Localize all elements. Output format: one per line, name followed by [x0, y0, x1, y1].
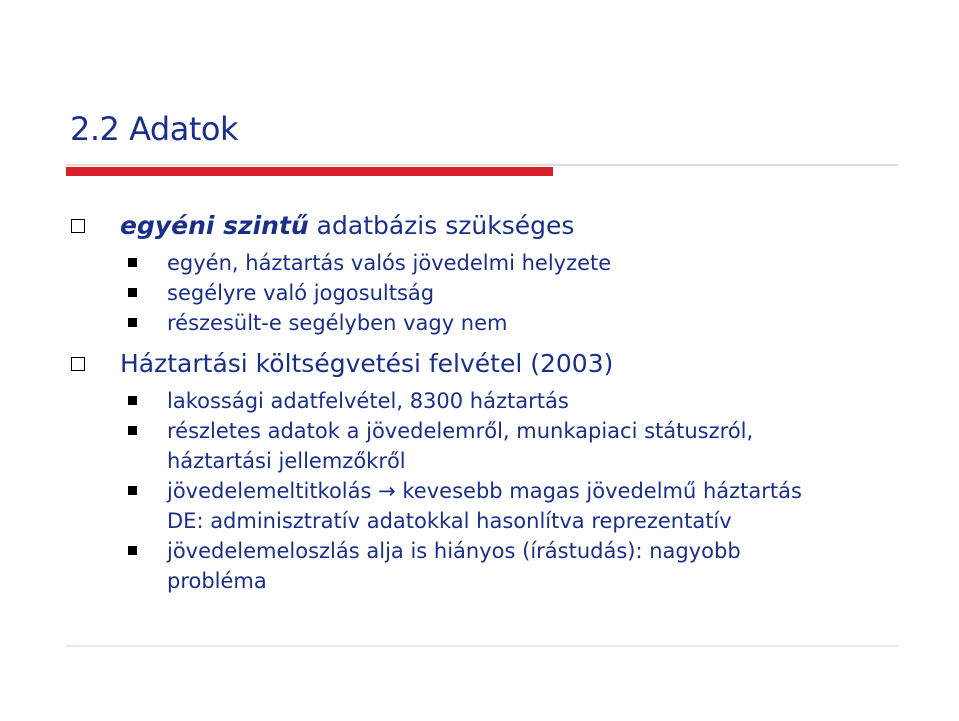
sub-bullet-item	[66, 536, 906, 596]
filled-square-bullet-icon	[128, 426, 137, 435]
bullet-label-rest: Háztartási költségvetési felvétel (2003)	[120, 349, 614, 378]
sub-bullet-line: jövedelemeloszlás alja is hiányos (írástudás): nagyobb	[167, 539, 741, 563]
sub-bullet-line: jövedelemeltitkolás → kevesebb magas jövedelmű háztartás	[167, 479, 802, 503]
hollow-square-bullet-icon	[71, 357, 85, 371]
sub-bullet-line: DE: adminisztratív adatokkal hasonlítva reprezentatív	[167, 509, 732, 533]
sub-bullet-item	[66, 248, 906, 278]
filled-square-bullet-icon	[128, 258, 137, 267]
filled-square-bullet-icon	[128, 288, 137, 297]
bottom-divider	[66, 645, 898, 647]
bullet-egyeni-szintu	[66, 210, 906, 242]
title-underline-accent	[66, 167, 553, 176]
sub-bullet-line: segélyre való jogosultság	[167, 281, 435, 305]
sub-bullet-line: háztartási jellemzőkről	[167, 449, 406, 473]
bullet-label-rest: adatbázis szükséges	[308, 211, 575, 240]
slide-content	[66, 210, 906, 596]
bullet-label-emphasis: egyéni szintű	[120, 211, 309, 240]
sub-bullet-item	[66, 476, 906, 536]
sub-bullet-line: részletes adatok a jövedelemről, munkapiaci státuszról,	[167, 419, 754, 443]
sub-bullet-item	[66, 416, 906, 476]
title-underline	[66, 164, 898, 178]
filled-square-bullet-icon	[128, 546, 137, 555]
filled-square-bullet-icon	[128, 486, 137, 495]
bullet-haztartasi-koltsegvetesi-felvetel	[66, 348, 906, 380]
hollow-square-bullet-icon	[71, 219, 85, 233]
bullet-label	[120, 211, 574, 240]
sub-bullet-line: probléma	[167, 569, 267, 593]
filled-square-bullet-icon	[128, 318, 137, 327]
bullet-label	[120, 349, 613, 378]
sub-bullet-item	[66, 386, 906, 416]
filled-square-bullet-icon	[128, 396, 137, 405]
sub-bullet-item	[66, 308, 906, 338]
sub-bullet-line: egyén, háztartás valós jövedelmi helyzete	[167, 251, 612, 275]
sub-bullet-item	[66, 278, 906, 308]
sub-bullet-line: lakossági adatfelvétel, 8300 háztartás	[167, 389, 569, 413]
title-underline-thin	[66, 164, 898, 166]
sub-bullet-line: részesült-e segélyben vagy nem	[167, 311, 508, 335]
slide-title: 2.2 Adatok	[70, 110, 238, 148]
